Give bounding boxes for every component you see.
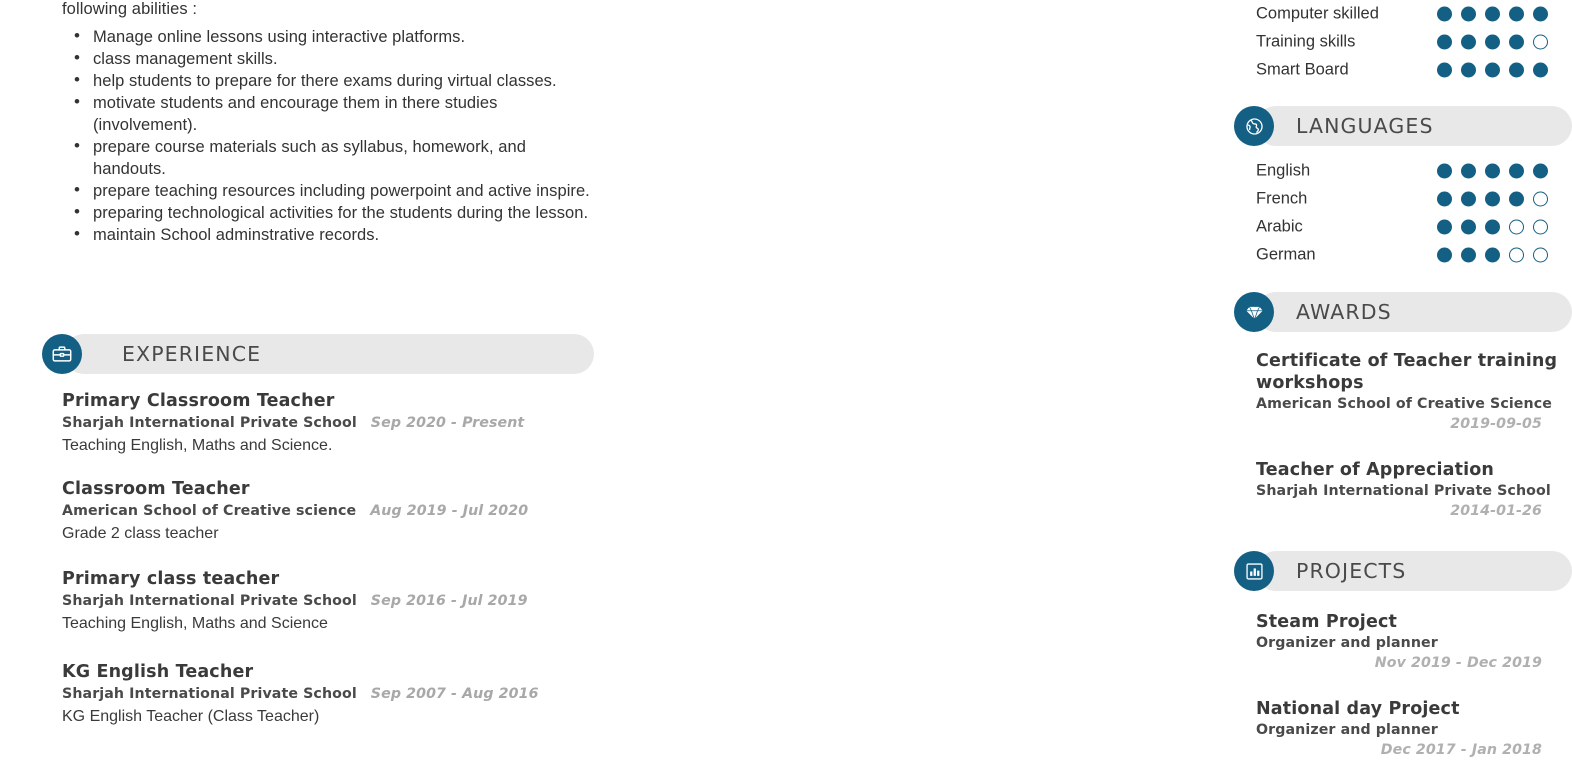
award-title: Certificate of Teacher training workshops	[1256, 351, 1558, 393]
project-date: Dec 2017 - Jan 2018	[1380, 742, 1542, 758]
experience-role: Classroom Teacher	[62, 479, 250, 499]
experience-org: Sharjah International Private School	[62, 686, 357, 702]
experience-role: Primary class teacher	[62, 569, 280, 589]
rating-dot-filled	[1437, 35, 1452, 50]
ability-bullet: • maintain School adminstrative records.	[62, 224, 602, 246]
skill-label: Training skills	[1256, 32, 1356, 51]
experience-meta	[62, 413, 602, 433]
experience-description: Grade 2 class teacher	[62, 525, 219, 542]
right-column	[612, 0, 1558, 758]
rating-dot-filled	[1533, 7, 1548, 22]
project-role: Organizer and planner	[1256, 635, 1438, 651]
rating-dot-filled	[1509, 192, 1524, 207]
language-rating-dots	[1437, 220, 1548, 235]
language-rating-dots	[1437, 192, 1548, 207]
rating-dot-empty	[1533, 220, 1548, 235]
rating-dot-filled	[1485, 192, 1500, 207]
experience-entry	[62, 478, 602, 544]
rating-dot-filled	[1461, 220, 1476, 235]
section-title: EXPERIENCE	[122, 342, 262, 366]
rating-dot-filled	[1533, 164, 1548, 179]
rating-dot-filled	[1461, 164, 1476, 179]
language-label: Arabic	[1256, 217, 1303, 236]
language-rating-dots	[1437, 164, 1548, 179]
ability-bullet: • prepare teaching resources including powerpoint and active inspire.	[62, 180, 602, 202]
skill-rating-dots	[1437, 7, 1548, 22]
rating-dot-empty	[1533, 35, 1548, 50]
experience-dates: Sep 2020 - Present	[370, 415, 525, 431]
experience-dates: Aug 2019 - Jul 2020	[370, 503, 529, 519]
rating-dot-filled	[1437, 7, 1452, 22]
bar-chart-icon	[1234, 551, 1274, 591]
section-title: AWARDS	[1296, 300, 1392, 324]
left-column	[0, 0, 612, 750]
rating-dot-empty	[1533, 192, 1548, 207]
experience-entry	[62, 568, 602, 634]
experience-role: Primary Classroom Teacher	[62, 391, 335, 411]
experience-org: Sharjah International Private School	[62, 593, 357, 609]
experience-org: American School of Creative science	[62, 503, 357, 519]
experience-entry	[62, 390, 602, 456]
rating-dot-filled	[1461, 248, 1476, 263]
rating-dot-filled	[1509, 35, 1524, 50]
award-organization: American School of Creative Science	[1256, 396, 1552, 412]
award-title: Teacher of Appreciation	[1256, 460, 1495, 480]
project-role: Organizer and planner	[1256, 722, 1438, 738]
award-entry	[1256, 459, 1572, 521]
rating-dot-filled	[1461, 192, 1476, 207]
section-header-projects	[1234, 551, 1572, 591]
language-row	[1256, 185, 1572, 213]
skill-row	[1256, 56, 1572, 84]
experience-entry	[62, 661, 602, 727]
rating-dot-filled	[1485, 220, 1500, 235]
rating-dot-filled	[1437, 192, 1452, 207]
ability-bullet: • prepare course materials such as syllabus, homework, and handouts.	[62, 136, 602, 180]
award-organization: Sharjah International Private School	[1256, 483, 1551, 499]
award-date: 2019-09-05	[1450, 416, 1542, 432]
skill-label: Computer skilled	[1256, 4, 1379, 23]
language-rating-dots	[1437, 248, 1548, 263]
skill-rating-dots	[1437, 35, 1548, 50]
rating-dot-filled	[1485, 164, 1500, 179]
rating-dot-filled	[1437, 248, 1452, 263]
ability-bullet: • help students to prepare for there exams during virtual classes.	[62, 70, 602, 92]
rating-dot-filled	[1437, 220, 1452, 235]
skill-label: Smart Board	[1256, 60, 1349, 79]
language-label: German	[1256, 245, 1316, 264]
rating-dot-filled	[1437, 63, 1452, 78]
section-title: LANGUAGES	[1296, 114, 1434, 138]
project-entry	[1256, 698, 1572, 760]
rating-dot-filled	[1461, 7, 1476, 22]
rating-dot-empty	[1533, 248, 1548, 263]
intro-lead-text: following abilities :	[62, 0, 198, 18]
experience-meta	[62, 591, 602, 611]
rating-dot-filled	[1485, 63, 1500, 78]
globe-icon	[1234, 106, 1274, 146]
section-header-experience	[42, 334, 594, 374]
experience-meta	[62, 501, 602, 521]
rating-dot-filled	[1485, 35, 1500, 50]
section-header-awards	[1234, 292, 1572, 332]
skill-row	[1256, 28, 1572, 56]
ability-bullet: • preparing technological activities for the students during the lesson.	[62, 202, 602, 224]
language-row	[1256, 157, 1572, 185]
project-title: Steam Project	[1256, 612, 1398, 632]
ability-bullet: • class management skills.	[62, 48, 602, 70]
experience-dates: Sep 2007 - Aug 2016	[370, 686, 539, 702]
experience-dates: Sep 2016 - Jul 2019	[370, 593, 528, 609]
experience-description: Teaching English, Maths and Science	[62, 615, 328, 632]
briefcase-icon	[42, 334, 82, 374]
section-header-languages	[1234, 106, 1572, 146]
project-date: Nov 2019 - Dec 2019	[1374, 655, 1542, 671]
rating-dot-filled	[1461, 35, 1476, 50]
experience-meta	[62, 684, 602, 704]
rating-dot-filled	[1485, 7, 1500, 22]
diamond-icon	[1234, 292, 1274, 332]
rating-dot-empty	[1509, 220, 1524, 235]
rating-dot-empty	[1509, 248, 1524, 263]
experience-description: Teaching English, Maths and Science.	[62, 437, 333, 454]
experience-org: Sharjah International Private School	[62, 415, 357, 431]
ability-bullet: • Manage online lessons using interactive platforms.	[62, 26, 602, 48]
rating-dot-filled	[1533, 63, 1548, 78]
experience-description: KG English Teacher (Class Teacher)	[62, 708, 320, 725]
project-entry	[1256, 611, 1572, 673]
ability-bullet: • motivate students and encourage them in there studies (involvement).	[62, 92, 602, 136]
language-label: English	[1256, 161, 1311, 180]
rating-dot-filled	[1509, 7, 1524, 22]
skill-row	[1256, 0, 1572, 28]
rating-dot-filled	[1437, 164, 1452, 179]
rating-dot-filled	[1509, 164, 1524, 179]
rating-dot-filled	[1485, 248, 1500, 263]
language-row	[1256, 241, 1572, 269]
section-title: PROJECTS	[1296, 559, 1407, 583]
language-row	[1256, 213, 1572, 241]
award-date: 2014-01-26	[1450, 503, 1542, 519]
award-entry	[1256, 350, 1572, 434]
experience-role: KG English Teacher	[62, 662, 254, 682]
rating-dot-filled	[1461, 63, 1476, 78]
abilities-bullet-list	[62, 26, 602, 246]
project-title: National day Project	[1256, 699, 1460, 719]
rating-dot-filled	[1509, 63, 1524, 78]
language-label: French	[1256, 189, 1308, 208]
skill-rating-dots	[1437, 63, 1548, 78]
